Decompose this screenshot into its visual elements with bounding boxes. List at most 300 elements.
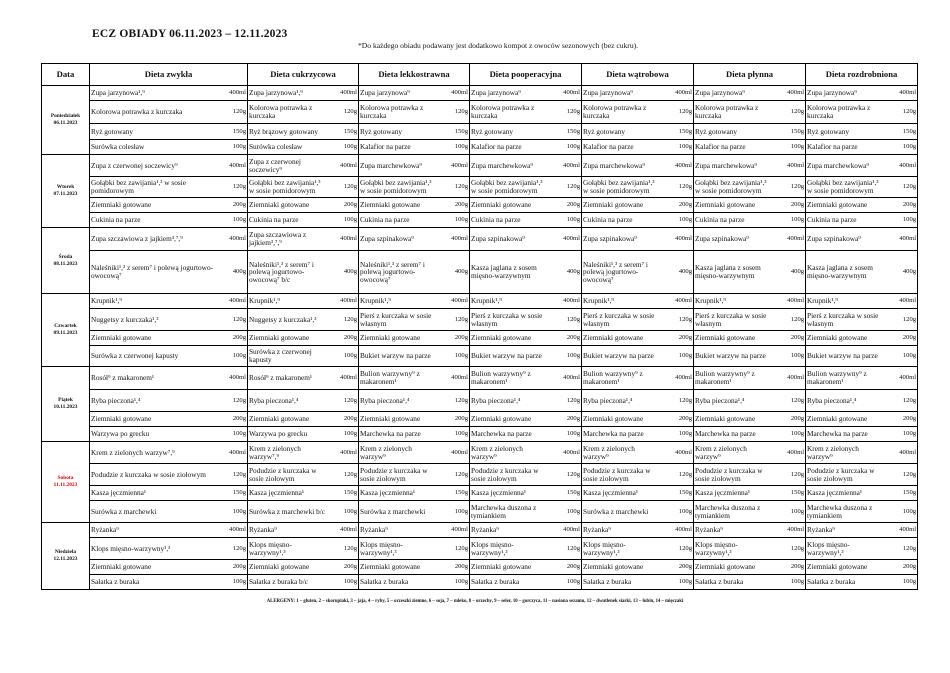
dish-quantity: 120g bbox=[662, 390, 694, 412]
dish-quantity: 200g bbox=[662, 412, 694, 427]
allergens-legend: ALERGENY: 1 – gluten, 2 – skorupiaki, 3 – jaja, 4 – ryby, 5 – orzeszki ziemne, 6 – soja, 7 – mleko, 8 – orzechy, 9 – seler, 10 – gorczyca, 11 – nasiona sezamu, 12 – dwutlenek siarki, 13 – łubin, 14 – mięczaki bbox=[266, 599, 684, 604]
dish-name: Sałatka z buraka bbox=[694, 575, 774, 590]
dish-name: Cukinia na parze bbox=[694, 213, 774, 228]
dish-name: Ryżanka⁹ bbox=[582, 523, 662, 538]
dish-quantity: 150g bbox=[550, 486, 582, 501]
dish-quantity: 150g bbox=[438, 124, 470, 140]
dish-quantity: 120g bbox=[217, 464, 248, 486]
table-row bbox=[42, 346, 918, 367]
dish-quantity: 120g bbox=[438, 390, 470, 412]
dish-quantity: 400g bbox=[438, 251, 470, 294]
dish-quantity: 400ml bbox=[662, 86, 694, 101]
dish-name: Surówka colesław bbox=[90, 140, 217, 155]
dish-quantity: 150g bbox=[886, 124, 918, 140]
dish-name: Surówka z marchewki bbox=[582, 501, 662, 523]
dish-name: Cukinia na parze bbox=[470, 213, 550, 228]
day-date: 11.11.2023 bbox=[53, 482, 78, 488]
dish-name: Podudzie z kurczaka w sosie ziołowym bbox=[470, 464, 550, 486]
dish-quantity: 400ml bbox=[327, 442, 359, 464]
dish-name: Zupa jarzynowa⁹ bbox=[582, 86, 662, 101]
day-name: Czwartek bbox=[54, 323, 77, 330]
table-row bbox=[42, 367, 918, 390]
dish-name: Kolorowa potrawka z kurczaka bbox=[582, 101, 662, 124]
dish-name: Bukiet warzyw na parze bbox=[582, 346, 662, 367]
dish-name: Pierś z kurczaka w sosie własnym bbox=[582, 309, 662, 331]
day-name: Piątek bbox=[58, 397, 73, 404]
dish-name: Pierś z kurczaka w sosie własnym bbox=[694, 309, 774, 331]
dish-quantity: 120g bbox=[550, 390, 582, 412]
dish-quantity: 100g bbox=[774, 427, 806, 442]
dish-quantity: 200g bbox=[327, 331, 359, 346]
dish-quantity: 120g bbox=[438, 464, 470, 486]
dish-quantity: 100g bbox=[886, 501, 918, 523]
day-date: 07.11.2023 bbox=[53, 191, 78, 197]
dish-name: Kasza jęczmienna¹ bbox=[470, 486, 550, 501]
dish-quantity: 100g bbox=[327, 575, 359, 590]
dish-quantity: 100g bbox=[662, 575, 694, 590]
dish-quantity: 400ml bbox=[662, 442, 694, 464]
dish-quantity: 120g bbox=[662, 309, 694, 331]
dish-quantity: 100g bbox=[438, 346, 470, 367]
dish-name: Gołąbki bez zawijania¹,³ w sosie pomidorowym bbox=[90, 177, 217, 198]
menu-body bbox=[42, 86, 918, 590]
dish-name: Ryżanka⁹ bbox=[470, 523, 550, 538]
dish-quantity: 120g bbox=[327, 177, 359, 198]
dish-name: Bukiet warzyw na parze bbox=[359, 346, 438, 367]
dish-name: Klops mięsno-warzywny¹,³ bbox=[470, 538, 550, 560]
dish-quantity: 120g bbox=[217, 538, 248, 560]
dish-quantity: 400ml bbox=[550, 86, 582, 101]
dish-quantity: 200g bbox=[886, 198, 918, 213]
dish-name: Ziemniaki gotowane bbox=[582, 560, 662, 575]
dish-name: Surówka z czerwonej kapusty bbox=[248, 346, 327, 367]
dish-quantity: 120g bbox=[550, 101, 582, 124]
dish-name: Bukiet warzyw na parze bbox=[806, 346, 886, 367]
dish-name: Krem z zielonych warzyw⁹ bbox=[470, 442, 550, 464]
dish-name: Naleśniki¹,³ z serem⁷ i polewą jogurtowo-owocową⁷ bbox=[582, 251, 662, 294]
dish-quantity: 400ml bbox=[438, 523, 470, 538]
header-diet: Dieta pooperacyjna bbox=[470, 64, 582, 86]
dish-quantity: 400ml bbox=[327, 294, 359, 309]
dish-quantity: 200g bbox=[662, 331, 694, 346]
dish-quantity: 120g bbox=[217, 177, 248, 198]
dish-name: Ziemniaki gotowane bbox=[806, 560, 886, 575]
day-date: 06.11.2023 bbox=[53, 120, 78, 126]
dish-quantity: 200g bbox=[550, 331, 582, 346]
dish-name: Pierś z kurczaka w sosie własnym bbox=[359, 309, 438, 331]
dish-quantity: 100g bbox=[886, 140, 918, 155]
dish-quantity: 400ml bbox=[774, 367, 806, 390]
dish-name: Krupnik¹,⁹ bbox=[582, 294, 662, 309]
dish-name: Krem z zielonych warzyw⁹ bbox=[582, 442, 662, 464]
dish-quantity: 100g bbox=[550, 575, 582, 590]
dish-quantity: 100g bbox=[550, 213, 582, 228]
header-date: Data bbox=[42, 64, 90, 86]
dish-name: Sałatka z buraka bbox=[582, 575, 662, 590]
dish-name: Ziemniaki gotowane bbox=[90, 331, 217, 346]
table-row bbox=[42, 177, 918, 198]
dish-quantity: 120g bbox=[774, 309, 806, 331]
dish-name: Ziemniaki gotowane bbox=[359, 560, 438, 575]
dish-name: Ziemniaki gotowane bbox=[359, 198, 438, 213]
table-row bbox=[42, 442, 918, 464]
dish-name: Zupa jarzynowa⁹ bbox=[694, 86, 774, 101]
day-name: Niedziela bbox=[54, 549, 77, 556]
dish-name: Zupa jarzynowa¹,⁹ bbox=[248, 86, 327, 101]
dish-name: Zupa marchewkowa⁹ bbox=[359, 155, 438, 177]
dish-name: Zupa z czerwonej soczewicy⁹ bbox=[90, 155, 217, 177]
dish-name: Ziemniaki gotowane bbox=[694, 560, 774, 575]
dish-quantity: 120g bbox=[662, 177, 694, 198]
dish-name: Podudzie z kurczaka w sosie ziołowym bbox=[582, 464, 662, 486]
dish-quantity: 200g bbox=[886, 331, 918, 346]
dish-name: Klops mięsno-warzywny¹,³ bbox=[90, 538, 217, 560]
dish-quantity: 400g bbox=[550, 251, 582, 294]
dish-quantity: 400ml bbox=[327, 367, 359, 390]
dish-quantity: 100g bbox=[886, 427, 918, 442]
dish-quantity: 120g bbox=[886, 177, 918, 198]
dish-name: Ryż gotowany bbox=[694, 124, 774, 140]
dish-name: Klops mięsno-warzywny¹,³ bbox=[359, 538, 438, 560]
table-row bbox=[42, 86, 918, 101]
dish-name: Naleśniki¹,³ z serem⁷ i polewą jogurtowo-owocową⁷ bbox=[359, 251, 438, 294]
dish-name: Kalafior na parze bbox=[582, 140, 662, 155]
dish-name: Bulion warzywny⁹ z makaronem¹ bbox=[470, 367, 550, 390]
dish-name: Ziemniaki gotowane bbox=[582, 198, 662, 213]
dish-quantity: 200g bbox=[327, 198, 359, 213]
table-row bbox=[42, 309, 918, 331]
dish-name: Ziemniaki gotowane bbox=[582, 412, 662, 427]
dish-quantity: 400ml bbox=[774, 442, 806, 464]
dish-quantity: 400ml bbox=[886, 523, 918, 538]
dish-quantity: 120g bbox=[550, 177, 582, 198]
dish-quantity: 400ml bbox=[886, 367, 918, 390]
dish-quantity: 400ml bbox=[550, 442, 582, 464]
dish-quantity: 100g bbox=[774, 346, 806, 367]
dish-quantity: 120g bbox=[327, 309, 359, 331]
dish-name: Ryba pieczona¹,⁴ bbox=[582, 390, 662, 412]
day-cell bbox=[42, 86, 90, 155]
dish-name: Marchewka na parze bbox=[470, 427, 550, 442]
dish-name: Krupnik¹,⁹ bbox=[470, 294, 550, 309]
dish-name: Bulion warzywny⁹ z makaronem¹ bbox=[359, 367, 438, 390]
day-cell bbox=[42, 228, 90, 294]
dish-quantity: 400ml bbox=[438, 367, 470, 390]
dish-name: Krupnik¹,⁹ bbox=[90, 294, 217, 309]
dish-quantity: 100g bbox=[438, 140, 470, 155]
dish-name: Kasza jęczmienna¹ bbox=[806, 486, 886, 501]
dish-quantity: 100g bbox=[217, 213, 248, 228]
dish-name: Marchewka na parze bbox=[694, 427, 774, 442]
dish-name: Ziemniaki gotowane bbox=[470, 560, 550, 575]
dish-name: Ryż gotowany bbox=[806, 124, 886, 140]
dish-quantity: 400ml bbox=[217, 442, 248, 464]
dish-name: Ryżanka⁹ bbox=[359, 523, 438, 538]
dish-quantity: 150g bbox=[217, 486, 248, 501]
dish-quantity: 400ml bbox=[438, 86, 470, 101]
dish-quantity: 100g bbox=[217, 427, 248, 442]
menu-table bbox=[41, 63, 918, 590]
dish-name: Zupa jarzynowa⁹ bbox=[359, 86, 438, 101]
dish-quantity: 400ml bbox=[217, 228, 248, 251]
dish-name: Krem z zielonych warzyw⁹ bbox=[694, 442, 774, 464]
dish-quantity: 100g bbox=[327, 213, 359, 228]
header-diet: Dieta rozdrobniona bbox=[806, 64, 918, 86]
day-cell bbox=[42, 294, 90, 367]
dish-quantity: 100g bbox=[327, 346, 359, 367]
dish-name: Klops mięsno-warzywny¹,³ bbox=[806, 538, 886, 560]
dish-quantity: 100g bbox=[886, 213, 918, 228]
dish-quantity: 400ml bbox=[327, 155, 359, 177]
dish-name: Podudzie z kurczaka w sosie ziołowym bbox=[359, 464, 438, 486]
dish-quantity: 200g bbox=[886, 560, 918, 575]
dish-quantity: 100g bbox=[774, 501, 806, 523]
dish-quantity: 150g bbox=[550, 124, 582, 140]
dish-name: Gołąbki bez zawijania¹,³ w sosie pomidorowym bbox=[694, 177, 774, 198]
dish-name: Marchewka na parze bbox=[359, 427, 438, 442]
dish-quantity: 100g bbox=[662, 346, 694, 367]
dish-quantity: 120g bbox=[550, 309, 582, 331]
day-cell bbox=[42, 367, 90, 442]
dish-name: Ryżanka⁹ bbox=[248, 523, 327, 538]
dish-quantity: 150g bbox=[662, 124, 694, 140]
dish-name: Kalafior na parze bbox=[694, 140, 774, 155]
dish-name: Podudzie z kurczaka w sosie ziołowym bbox=[90, 464, 217, 486]
dish-name: Gołąbki bez zawijania¹,³ w sosie pomidorowym bbox=[582, 177, 662, 198]
dish-name: Zupa marchewkowa⁹ bbox=[582, 155, 662, 177]
dish-quantity: 150g bbox=[886, 486, 918, 501]
dish-name: Zupa marchewkowa⁹ bbox=[806, 155, 886, 177]
dish-name: Kolorowa potrawka z kurczaka bbox=[359, 101, 438, 124]
dish-quantity: 120g bbox=[438, 101, 470, 124]
dish-quantity: 200g bbox=[774, 198, 806, 213]
dish-quantity: 120g bbox=[438, 309, 470, 331]
day-cell bbox=[42, 155, 90, 228]
dish-name: Marchewka duszona z tymiankiem bbox=[806, 501, 886, 523]
dish-quantity: 120g bbox=[217, 101, 248, 124]
dish-quantity: 200g bbox=[217, 331, 248, 346]
dish-name: Ryżanka⁹ bbox=[694, 523, 774, 538]
dish-name: Cukinia na parze bbox=[359, 213, 438, 228]
dish-name: Ryba pieczona¹,⁴ bbox=[806, 390, 886, 412]
dish-name: Kasza jaglana z sosem mięsno-warzywnym bbox=[470, 251, 550, 294]
dish-quantity: 100g bbox=[438, 213, 470, 228]
dish-quantity: 400g bbox=[327, 251, 359, 294]
dish-name: Kasza jaglana z sosem mięsno-warzywnym bbox=[806, 251, 886, 294]
dish-quantity: 400ml bbox=[438, 442, 470, 464]
dish-quantity: 150g bbox=[217, 124, 248, 140]
dish-name: Cukinia na parze bbox=[806, 213, 886, 228]
dish-quantity: 200g bbox=[662, 198, 694, 213]
header-diet: Dieta płynna bbox=[694, 64, 806, 86]
dish-name: Cukinia na parze bbox=[248, 213, 327, 228]
table-row bbox=[42, 101, 918, 124]
dish-name: Zupa jarzynowa¹,⁹ bbox=[90, 86, 217, 101]
dish-quantity: 120g bbox=[774, 464, 806, 486]
dish-quantity: 100g bbox=[550, 501, 582, 523]
dish-name: Krem z zielonych warzyw⁹ bbox=[359, 442, 438, 464]
dish-quantity: 100g bbox=[217, 501, 248, 523]
dish-quantity: 100g bbox=[774, 140, 806, 155]
dish-quantity: 100g bbox=[327, 140, 359, 155]
table-row bbox=[42, 198, 918, 213]
dish-name: Kolorowa potrawka z kurczaka bbox=[806, 101, 886, 124]
dish-name: Pierś z kurczaka w sosie własnym bbox=[806, 309, 886, 331]
table-row bbox=[42, 538, 918, 560]
dish-quantity: 400ml bbox=[662, 367, 694, 390]
dish-quantity: 400ml bbox=[550, 228, 582, 251]
dish-quantity: 400ml bbox=[217, 294, 248, 309]
dish-name: Ryba pieczona¹,⁴ bbox=[248, 390, 327, 412]
dish-name: Krem z zielonych warzyw⁷,⁹ bbox=[248, 442, 327, 464]
dish-quantity: 200g bbox=[217, 198, 248, 213]
dish-quantity: 400ml bbox=[217, 367, 248, 390]
dish-quantity: 120g bbox=[886, 390, 918, 412]
table-row bbox=[42, 294, 918, 309]
dish-name: Zupa szczawiowa z jajkiem³,⁷,⁹ bbox=[90, 228, 217, 251]
dish-quantity: 150g bbox=[774, 124, 806, 140]
dish-quantity: 120g bbox=[774, 390, 806, 412]
dish-quantity: 100g bbox=[886, 575, 918, 590]
dish-quantity: 120g bbox=[886, 464, 918, 486]
dish-name: Klops mięsno-warzywny¹,³ bbox=[582, 538, 662, 560]
dish-name: Ziemniaki gotowane bbox=[248, 560, 327, 575]
table-row bbox=[42, 155, 918, 177]
dish-quantity: 400ml bbox=[217, 523, 248, 538]
dish-quantity: 400ml bbox=[327, 228, 359, 251]
header-diet: Dieta wątrobowa bbox=[582, 64, 694, 86]
dish-quantity: 120g bbox=[886, 101, 918, 124]
page-title: ECZ OBIADY 06.11.2023 – 12.11.2023 bbox=[92, 28, 288, 40]
dish-name: Ryba pieczona¹,⁴ bbox=[90, 390, 217, 412]
day-date: 08.11.2023 bbox=[53, 260, 78, 267]
dish-name: Zupa szpinakowa⁹ bbox=[806, 228, 886, 251]
dish-name: Kasza jęczmienna¹ bbox=[359, 486, 438, 501]
dish-quantity: 400ml bbox=[550, 523, 582, 538]
day-date: 12.11.2023 bbox=[53, 556, 78, 562]
dish-name: Zupa marchewkowa⁹ bbox=[694, 155, 774, 177]
dish-name: Sałatka z buraka b/c bbox=[248, 575, 327, 590]
dish-name: Kasza jęczmienna¹ bbox=[90, 486, 217, 501]
dish-quantity: 100g bbox=[886, 346, 918, 367]
dish-name: Kolorowa potrawka z kurczaka bbox=[90, 101, 217, 124]
dish-name: Krupnik¹,⁹ bbox=[806, 294, 886, 309]
dish-quantity: 100g bbox=[217, 575, 248, 590]
dish-name: Ryż brązowy gotowany bbox=[248, 124, 327, 140]
dish-name: Surówka z marchewki b/c bbox=[248, 501, 327, 523]
dish-quantity: 400ml bbox=[886, 86, 918, 101]
dish-quantity: 400ml bbox=[774, 294, 806, 309]
dish-name: Marchewka duszona z tymiankiem bbox=[694, 501, 774, 523]
dish-name: Ziemniaki gotowane bbox=[806, 331, 886, 346]
dish-name: Ziemniaki gotowane bbox=[470, 331, 550, 346]
dish-name: Zupa szpinakowa⁹ bbox=[694, 228, 774, 251]
dish-quantity: 100g bbox=[774, 575, 806, 590]
dish-name: Bulion warzywny⁹ z makaronem¹ bbox=[694, 367, 774, 390]
dish-quantity: 400ml bbox=[774, 155, 806, 177]
dish-quantity: 150g bbox=[662, 486, 694, 501]
dish-name: Krupnik¹,⁹ bbox=[248, 294, 327, 309]
dish-quantity: 150g bbox=[327, 124, 359, 140]
dish-quantity: 400g bbox=[662, 251, 694, 294]
dish-name: Krem z zielonych warzyw⁹ bbox=[806, 442, 886, 464]
dish-name: Podudzie z kurczaka w sosie ziołowym bbox=[694, 464, 774, 486]
table-row bbox=[42, 124, 918, 140]
dish-quantity: 120g bbox=[886, 309, 918, 331]
dish-quantity: 120g bbox=[438, 177, 470, 198]
dish-quantity: 100g bbox=[662, 501, 694, 523]
day-name: Poniedziałek bbox=[50, 113, 81, 120]
dish-quantity: 100g bbox=[327, 427, 359, 442]
dish-quantity: 100g bbox=[774, 213, 806, 228]
day-name: Wtorek bbox=[56, 184, 75, 191]
dish-quantity: 400ml bbox=[886, 228, 918, 251]
dish-quantity: 120g bbox=[774, 177, 806, 198]
dish-quantity: 200g bbox=[774, 331, 806, 346]
dish-quantity: 400ml bbox=[550, 294, 582, 309]
dish-quantity: 400ml bbox=[886, 155, 918, 177]
day-date: 10.11.2023 bbox=[53, 404, 78, 410]
dish-quantity: 400ml bbox=[327, 523, 359, 538]
dish-name: Ryż gotowany bbox=[359, 124, 438, 140]
dish-quantity: 200g bbox=[217, 412, 248, 427]
dish-name: Sałatka z buraka bbox=[806, 575, 886, 590]
dish-quantity: 400ml bbox=[662, 523, 694, 538]
dish-name: Naleśniki¹,³ z serem⁷ i polewą jogurtowo-owocową⁷ bbox=[90, 251, 217, 294]
dish-quantity: 400ml bbox=[774, 86, 806, 101]
dish-name: Ryż gotowany bbox=[470, 124, 550, 140]
dish-quantity: 200g bbox=[550, 412, 582, 427]
dish-name: Surówka z marchewki bbox=[90, 501, 217, 523]
dish-quantity: 120g bbox=[438, 538, 470, 560]
dish-name: Warzywa po grecku bbox=[248, 427, 327, 442]
dish-quantity: 200g bbox=[438, 331, 470, 346]
dish-quantity: 120g bbox=[662, 538, 694, 560]
dish-name: Zupa jarzynowa⁹ bbox=[470, 86, 550, 101]
dish-quantity: 400ml bbox=[327, 86, 359, 101]
day-name: Sobota bbox=[57, 475, 74, 482]
dish-name: Ryba pieczona¹,⁴ bbox=[470, 390, 550, 412]
dish-name: Kasza jęczmienna¹ bbox=[582, 486, 662, 501]
dish-name: Marchewka na parze bbox=[582, 427, 662, 442]
dish-quantity: 150g bbox=[438, 486, 470, 501]
dish-quantity: 400ml bbox=[438, 228, 470, 251]
dish-name: Pierś z kurczaka w sosie własnym bbox=[470, 309, 550, 331]
dish-quantity: 400g bbox=[774, 251, 806, 294]
dish-quantity: 400ml bbox=[886, 442, 918, 464]
table-row bbox=[42, 464, 918, 486]
dish-name: Kalafior na parze bbox=[470, 140, 550, 155]
dish-quantity: 120g bbox=[327, 390, 359, 412]
dish-name: Zupa jarzynowa⁹ bbox=[806, 86, 886, 101]
dish-name: Ziemniaki gotowane bbox=[582, 331, 662, 346]
header-row bbox=[42, 64, 918, 86]
dish-quantity: 200g bbox=[438, 412, 470, 427]
dish-name: Nuggetsy z kurczaka¹,³ bbox=[248, 309, 327, 331]
dish-name: Gołąbki bez zawijania¹,³ w sosie pomidorowym bbox=[359, 177, 438, 198]
dish-quantity: 100g bbox=[327, 501, 359, 523]
dish-name: Kasza jęczmienna¹ bbox=[694, 486, 774, 501]
dish-quantity: 200g bbox=[327, 560, 359, 575]
dish-quantity: 120g bbox=[217, 309, 248, 331]
table-row bbox=[42, 523, 918, 538]
table-row bbox=[42, 427, 918, 442]
dish-quantity: 200g bbox=[550, 560, 582, 575]
dish-name: Bulion warzywny⁹ z makaronem¹ bbox=[806, 367, 886, 390]
dish-name: Kalafior na parze bbox=[806, 140, 886, 155]
table-row bbox=[42, 331, 918, 346]
dish-quantity: 200g bbox=[774, 560, 806, 575]
